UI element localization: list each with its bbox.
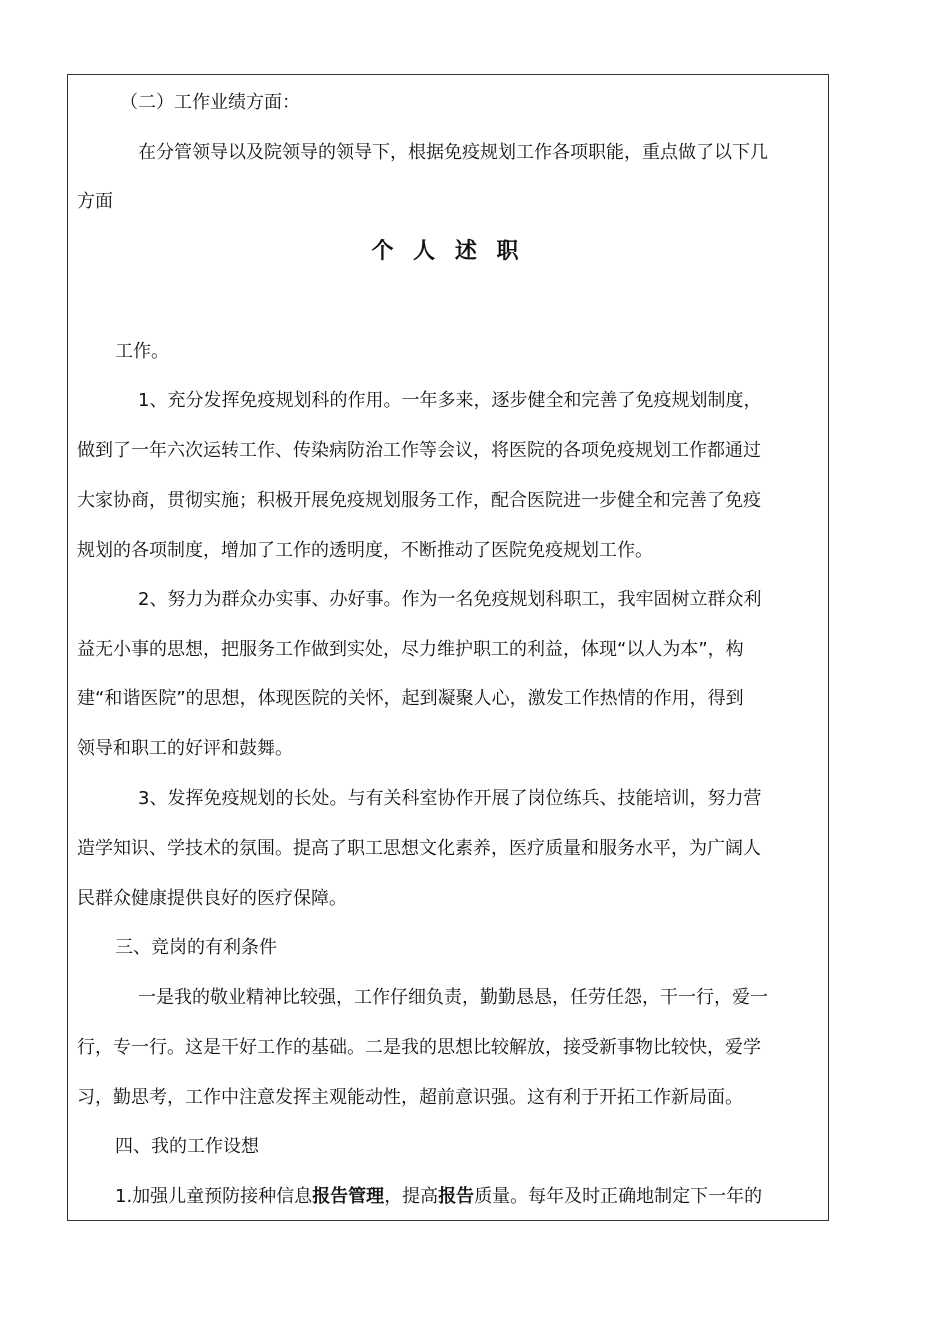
paragraph-line: 造学知识、学技术的氛围。提高了职工思想文化素养，医疗质量和服务水平，为广阔人 [77,838,761,859]
paragraph-line: 民群众健康提供良好的医疗保障。 [77,888,347,909]
paragraph-line: 做到了一年六次运转工作、传染病防治工作等会议，将医院的各项免疫规划工作都通过 [77,440,761,461]
section-heading-conditions: 三、竞岗的有利条件 [115,937,277,958]
paragraph-line: 规划的各项制度，增加了工作的透明度，不断推动了医院免疫规划工作。 [77,540,653,561]
text-segment: ，提高 [384,1186,439,1207]
paragraph-line: 1、充分发挥免疫规划科的作用。一年多来，逐步健全和完善了免疫规划制度， [138,390,762,411]
paragraph-line: 在分管领导以及院领导的领导下，根据免疫规划工作各项职能，重点做了以下几 [138,142,768,163]
paragraph-line: 一是我的敬业精神比较强，工作仔细负责，勤勤恳恳，任劳任怨，干一行，爱一 [138,987,768,1008]
paragraph-line: 益无小事的思想，把服务工作做到实处，尽力维护职工的利益，体现“以人为本”，构 [77,639,744,660]
paragraph-line: 工作。 [115,341,169,362]
section-heading-work-plan: 四、我的工作设想 [115,1136,259,1157]
document-frame [67,74,829,1221]
paragraph-line-last [115,1185,762,1209]
bold-text-report: 报告 [438,1186,475,1207]
paragraph-line: 大家协商，贯彻实施；积极开展免疫规划服务工作，配合医院进一步健全和完善了免疫 [77,490,761,511]
paragraph-line: 3、发挥免疫规划的长处。与有关科室协作开展了岗位练兵、技能培训，努力营 [138,788,762,809]
text-segment: 1.加强儿童预防接种信息 [115,1186,313,1207]
paragraph-line: 领导和职工的好评和鼓舞。 [77,738,293,759]
paragraph-line: 2、努力为群众办实事、办好事。作为一名免疫规划科职工，我牢固树立群众利 [138,589,762,610]
paragraph-line: 建“和谐医院”的思想，体现医院的关怀，起到凝聚人心，激发工作热情的作用，得到 [77,688,744,709]
text-segment: 质量。每年及时正确地制定下一年的 [474,1186,763,1207]
paragraph-line: 行，专一行。这是干好工作的基础。二是我的思想比较解放，接受新事物比较快，爱学 [77,1037,761,1058]
section-heading-work-performance: （二）工作业绩方面： [120,92,300,113]
paragraph-line: 方面 [77,191,113,212]
bold-text-report-management: 报告管理 [312,1186,385,1207]
page-title: 个 人 述 职 [371,239,525,264]
paragraph-line: 习，勤思考，工作中注意发挥主观能动性，超前意识强。这有利于开拓工作新局面。 [77,1087,743,1108]
